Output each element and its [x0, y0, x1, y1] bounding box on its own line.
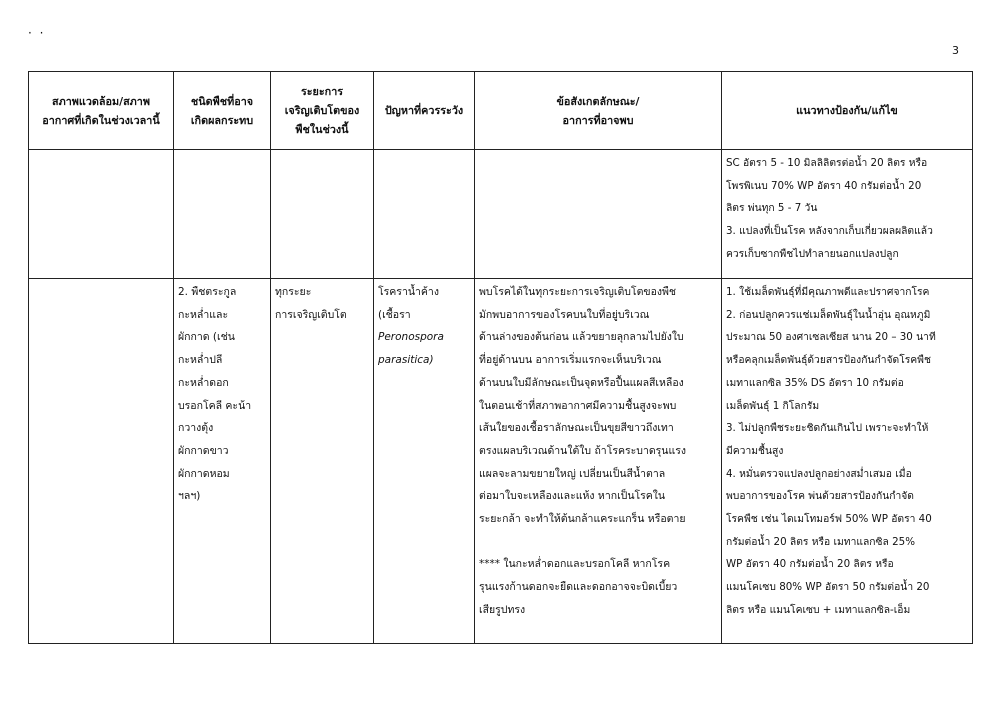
scan-marks: · · — [28, 26, 46, 40]
text-line: 1. ใช้เมล็ดพันธุ์ที่มีคุณภาพดีและปราศจากโรค — [726, 286, 930, 298]
text-line: **** ในกะหล่ำดอกและบรอกโคลี หากโรค — [479, 558, 671, 571]
text-line: SC อัตรา 5 - 10 มิลลิลิตรต่อน้ำ 20 ลิตร หรือ — [726, 157, 928, 169]
text-line: ควรเก็บซากพืชไปทำลายนอกแปลงปลูก — [726, 247, 899, 260]
header-line: ระยะการ — [300, 85, 344, 98]
cell-crop — [174, 150, 271, 279]
text-line: ผักกาดขาว — [178, 444, 229, 457]
text-line: พบอาการของโรค พ่นด้วยสารป้องกันกำจัด — [726, 490, 914, 503]
text-line: โพรพิเนบ 70% WP อัตรา 40 กรัมต่อน้ำ 20 — [726, 179, 922, 192]
cell-treatment — [722, 150, 973, 279]
text-line: มีความชื้นสูง — [726, 444, 784, 457]
text-line: 2. ก่อนปลูกควรแช่เมล็ดพันธุ์ในน้ำอุ่น อุณหภูมิ — [726, 308, 931, 321]
header-symptom — [475, 72, 722, 150]
cell-stage — [271, 279, 374, 644]
text-line: 2. พืชตระกูล — [178, 286, 237, 298]
text-line: เมล็ดพันธุ์ 1 กิโลกรัม — [726, 399, 820, 412]
text-line: parasitica) — [378, 354, 434, 367]
header-environment — [29, 72, 174, 150]
text-line: ด้านบนใบมีลักษณะเป็นจุดหรือปื้นแผลสีเหลือง — [479, 376, 684, 389]
text-line: Peronospora — [378, 331, 444, 344]
text-line: ในตอนเช้าที่สภาพอากาศมีความชื้นสูงจะพบ — [479, 399, 677, 412]
text-line: (เชื้อรา — [378, 308, 411, 321]
cell-crop — [174, 279, 271, 644]
text-line: โรคพืช เช่น ไดเมโทมอร์ฟ 50% WP อัตรา 40 — [726, 513, 932, 526]
header-line: สภาพแวดล้อม/สภาพ — [52, 94, 150, 108]
text-line: บรอกโคลี คะน้า — [178, 399, 252, 412]
text-line: กะหล่ำและ — [178, 308, 229, 321]
text-line: 4. หมั่นตรวจแปลงปลูกอย่างสม่ำเสมอ เมื่อ — [726, 467, 912, 480]
cell-environment — [29, 150, 174, 279]
cell-stage — [271, 150, 374, 279]
text-line: โรคราน้ำค้าง — [378, 286, 439, 298]
text-line: แผลจะลามขยายใหญ่ เปลี่ยนเป็นสีน้ำตาล — [479, 467, 666, 480]
text-line: ต่อมาใบจะเหลืองและแห้ง หากเป็นโรคใน — [479, 490, 666, 503]
text-line: มักพบอาการของโรคบนใบที่อยู่บริเวณ — [479, 308, 650, 321]
header-line: แนวทางป้องกัน/แก้ไข — [796, 104, 898, 117]
text-line: รุนแรงก้านดอกจะยืดและดอกอาจจะบิดเบี้ยว — [479, 581, 678, 594]
header-treatment — [722, 72, 973, 150]
cell-symptom — [475, 279, 722, 644]
text-line: กรัมต่อน้ำ 20 ลิตร หรือ เมทาแลกซิล 25% — [726, 535, 915, 548]
text-line: 3. ไม่ปลูกพืชระยะชิดกันเกินไป เพราะจะทำให้ — [726, 422, 929, 435]
text-line: ฯลฯ) — [178, 490, 201, 503]
text-line: เสียรูปทรง — [479, 603, 526, 616]
text-line: กะหล่ำปลี — [178, 354, 223, 367]
table-header-row — [29, 72, 973, 150]
header-line: ปัญหาที่ควรระวัง — [384, 104, 464, 117]
header-line: เจริญเติบโตของ — [284, 104, 360, 117]
header-line: อาการที่อาจพบ — [562, 113, 634, 127]
cell-environment — [29, 279, 174, 644]
header-problem — [374, 72, 475, 150]
text-line: หรือคลุกเมล็ดพันธุ์ด้วยสารป้องกันกำจัดโรคพืช — [726, 354, 931, 367]
text-line: ผักกาด (เช่น — [178, 331, 235, 344]
text-line: ระยะกล้า จะทำให้ต้นกล้าแคระแกร็น หรือตาย — [479, 513, 686, 526]
header-crop — [174, 72, 271, 150]
text-line: ตรงแผลบริเวณด้านใต้ใบ ถ้าโรคระบาดรุนแรง — [479, 444, 687, 457]
header-stage — [271, 72, 374, 150]
text-line: 3. แปลงที่เป็นโรค หลังจากเก็บเกี่ยวผลผลิตแล้ว — [726, 225, 933, 238]
table-row — [29, 150, 973, 279]
text-line: กะหล่ำดอก — [178, 376, 229, 389]
text-line: แมนโคเซบ 80% WP อัตรา 50 กรัมต่อน้ำ 20 — [726, 581, 930, 594]
header-line: อากาศที่เกิดในช่วงเวลานี้ — [42, 113, 160, 127]
cell-problem — [374, 279, 475, 644]
cell-problem — [374, 150, 475, 279]
page-number: 3 — [952, 44, 959, 57]
cell-treatment — [722, 279, 973, 644]
table-row — [29, 279, 973, 644]
text-line: พบโรคได้ในทุกระยะการเจริญเติบโตของพืช — [479, 286, 677, 298]
text-line: ลิตร หรือ แมนโคเซบ + เมทาแลกซิล-เอ็ม — [726, 603, 911, 616]
header-line: ชนิดพืชที่อาจ — [190, 94, 254, 108]
text-line: ที่อยู่ด้านบน อาการเริ่มแรกจะเห็นบริเวณ — [479, 354, 662, 367]
text-line: ผักกาดหอม — [178, 467, 230, 480]
text-line: ประมาณ 50 องศาเซลเซียส นาน 20 – 30 นาที — [726, 331, 936, 344]
text-line: ด้านล่างของต้นก่อน แล้วขยายลุกลามไปยังใบ — [479, 331, 684, 344]
text-line: ทุกระยะ — [275, 286, 312, 298]
text-line: ลิตร พ่นทุก 5 - 7 วัน — [726, 202, 818, 215]
text-line: กวางตุ้ง — [178, 422, 214, 435]
header-line: พืชในช่วงนี้ — [295, 123, 349, 136]
text-line: การเจริญเติบโต — [275, 308, 347, 321]
text-line: เมทาแลกซิล 35% DS อัตรา 10 กรัมต่อ — [726, 376, 904, 389]
text-line: WP อัตรา 40 กรัมต่อน้ำ 20 ลิตร หรือ — [726, 558, 894, 571]
header-line: ข้อสังเกตลักษณะ/ — [556, 94, 640, 108]
advisory-table — [28, 71, 973, 644]
header-line: เกิดผลกระทบ — [190, 113, 254, 127]
text-line: เส้นใยของเชื้อราลักษณะเป็นขุยสีขาวถึงเทา — [479, 422, 674, 435]
cell-symptom — [475, 150, 722, 279]
